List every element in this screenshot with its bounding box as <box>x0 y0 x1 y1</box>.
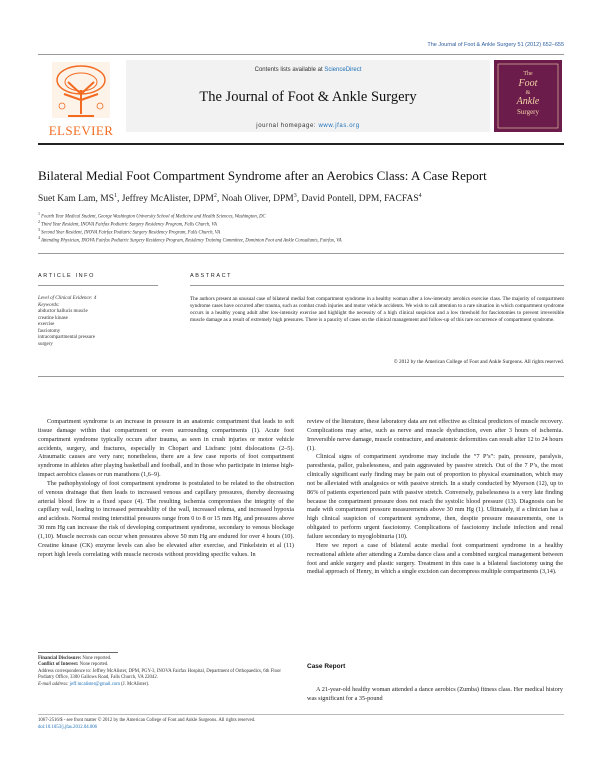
cover-title-line: Ankle <box>516 96 540 107</box>
article-info-heading: ARTICLE INFO <box>38 273 95 279</box>
affiliation: $^4$ Attending Physician, INOVA Fairfax Podiatric Surgery Residency Program, Residency Training Committee, Dominion Foot and Ankle Consultants, Fairfax, VA <box>38 235 342 244</box>
keyword: intracompartmental pressure <box>38 335 96 340</box>
author-name: Noah Oliver, DPM <box>221 194 294 205</box>
article-title: Bilateral Medial Foot Compartment Syndrome after an Aerobics Class: A Case Report <box>38 168 487 183</box>
author-name: Suet Kam Lam, MS <box>38 194 114 205</box>
cover-title-line: Foot <box>518 78 538 89</box>
conflict-of-interest: Conflict of Interest: None reported. <box>38 662 109 668</box>
body-column-left <box>38 418 294 560</box>
email-line: E-mail address: jeff.mcalister@gmail.com (J. McAlister). <box>38 681 150 687</box>
body-paragraph: A 21-year-old healthy woman attended a dance aerobics (Zumba) fitness class. Her medical history was significant for a 35-pound <box>307 686 563 702</box>
keyword: surgery <box>38 341 53 347</box>
author-name: David Pontell, DPM, FACFAS <box>301 194 419 205</box>
divider <box>38 285 158 286</box>
keywords-label: Keywords: <box>38 302 60 308</box>
section-heading-case-report: Case Report <box>307 663 346 670</box>
issn-line: 1067-2516/$ - see front matter © 2012 by the American College of Foot and Ankle Surgeons. All rights reserved. <box>38 718 256 723</box>
evidence-level: Level of Clinical Evidence: 4 <box>38 296 97 301</box>
body-column-right <box>307 418 563 577</box>
correspondence-address: Address correspondence to: Jeffrey McAlister, DPM, PGY-3, INOVA Fairfax Hospital, Department of Orthopaedics, 6th Floor Podiatry Office, 3300 Gallows Road, Falls Church, VA 22042. <box>38 668 282 681</box>
affiliation: $^3$ Second Year Resident, INOVA Fairfax Podiatric Surgery Residency Program, Falls Church, VA <box>38 227 221 236</box>
author-name: Jeffrey McAlister, DPM <box>121 194 214 205</box>
body-paragraph: Clinical signs of compartment syndrome may include the “7 P’s”: pain, pressure, paralysis, paresthesia, pallor, pulselessness, and pain aggravated by passive stretch. Out of the 7 P’s, the most clinically significant early finding may be pain out of proportion to physical examination, which may not be alleviated with analgesics or with passive stretch. In a study conducted by Myerson (12), up to 86% of patients experienced pain with passive stretch. Conversely, pulselessness is a very late finding because the compartment pressure does not reach the systolic blood pressure (13). Diagnosis can be made with compartment pressure measurements above 30 mm Hg (1). Ultimately, if a clinician has a high clinical suspicion of compartment syndrome, then, despite pressure measurements, one is obligated to perform urgent fasciotomy. Complications of fasciotomy include infection and renal failure secondary to myoglobinuria (10). <box>307 453 563 540</box>
publisher-name: ELSEVIER <box>48 123 114 138</box>
abstract-text: The authors present an unusual case of bilateral medial foot compartment syndrome in a healthy woman after a low-intensity aerobics exercise class. The majority of compartment syndrome cases have occurred after trauma, such as combat crush injuries and motor vehicle accidents. We wish to call attention to a rare situation in which compartment syndrome occurs in a healthy young adult after low-intensity exercise and highlight the necessity of a high clinical suspicion and a low threshold for fasciotomies to prevent irreversible muscle damage as a result of extremely high pressures. There is a paucity of cases on the clinical management and follow-up of this rare occurrence of compartment syndrome. <box>190 296 564 323</box>
keyword: abductor hallucis muscle <box>38 309 88 314</box>
footnotes <box>38 656 294 688</box>
homepage-link[interactable]: www.jfas.org <box>318 123 360 129</box>
author-list: Suet Kam Lam, $MS^1$, Jeffrey McAlister, DPM$^2$, Noah Oliver, DPM$^3$, David Pontell, DPM, FACFAS$^4$ <box>38 193 422 205</box>
bottom-matter <box>38 718 438 731</box>
journal-cover-image <box>494 60 562 132</box>
keyword: fasciotomy <box>38 328 61 334</box>
doi-link[interactable]: doi:10.1053/j.jfas.2012.04.006 <box>38 724 98 730</box>
journal-homepage: journal homepage: www.jfas.org <box>256 123 360 129</box>
cover-title-line: & <box>525 90 531 96</box>
affiliation: $^2$ Third Year Resident, INOVA Fairfax Podiatric Surgery Residency Program, Falls Church, VA <box>38 219 217 228</box>
affiliation: $^1$ Fourth Year Medical Student, George Washington University School of Medicine and Health Sciences, Washington, DC <box>38 211 266 220</box>
cover-title-line: Surgery <box>516 108 540 116</box>
email-link[interactable]: jeff.mcalister@gmail.com <box>69 681 120 687</box>
financial-disclosure: Financial Disclosure: None reported. <box>38 656 112 661</box>
divider <box>38 253 564 254</box>
header-rule <box>38 143 564 145</box>
sciencedirect-link[interactable]: ScienceDirect <box>324 67 362 73</box>
divider <box>190 285 564 286</box>
journal-title: The Journal of Foot & Ankle Surgery <box>199 89 417 105</box>
contents-line: Contents lists available at ScienceDirect <box>254 67 362 73</box>
keyword: creatine kinase <box>38 315 68 321</box>
body-paragraph: Compartment syndrome is an increase in pressure in an anatomic compartment that leads to soft tissue damage within that compartment or even surrounding compartments (1). Acute foot compartment syndrome typically occurs after trauma, as seen in crush injuries or motor vehicle accidents, surgery, and fractures, especially in Chopart and Lisfranc joint dislocations (2–5). Atraumatic causes are very rare; nonetheless, there are a few case reports of foot compartment syndrome in athletes after playing basketball and football, and in those who participate in intense high-impact aerobics classes or run marathons (1,6–9). <box>38 418 294 479</box>
journal-citation: The Journal of Foot & Ankle Surgery 51 (2012) 652–655 <box>427 42 564 48</box>
case-report-text <box>307 686 563 704</box>
abstract-copyright: © 2012 by the American College of Foot and Ankle Surgeons. All rights reserved. <box>393 359 564 365</box>
body-paragraph: The pathophysiology of foot compartment syndrome is postulated to be related to the obstruction of venous drainage that then leads to increased venous and capillary pressures, thereby decreasing arterial blood flow in a fixed space (4). The resulting ischemia compromises the integrity of the capillary wall, leading to increased permeability of the wall, increased edema, and increased hypoxia and acidosis. Normal resting interstitial pressures range from 0 to 8 or 15 mm Hg, and pressures above 30 mm Hg can increase the risk of developing compartment syndrome, secondary to venous blockage (1,10). Muscle necrosis can occur when pressures above 50 mm Hg are endured for over 4 hours (10). Creatine kinase (CK) enzyme levels can also be elevated after exercise, and Finkelstein et al (11) report high levels correlating with muscle necrosis without providing specific values. In <box>38 479 294 558</box>
abstract-heading: ABSTRACT <box>190 273 233 279</box>
footnote-rule <box>38 652 118 653</box>
cover-title-line: The <box>523 71 533 77</box>
bottom-rule <box>38 714 564 715</box>
body-paragraph: Here we report a case of bilateral acute medial foot compartment syndrome in a healthy recreational athlete after attending a Zumba dance class and a combined surgical management between foot and ankle surgery and plastic surgery. Treatment in this case is a bilateral fasciotomy using the medial approach of Henry, in which a single excision can decompress multiple compartments (3,14). <box>307 541 563 576</box>
keyword: exercise <box>38 322 55 327</box>
article-info-list <box>38 296 168 348</box>
divider <box>38 376 564 377</box>
body-paragraph: review of the literature, these laboratory data are not effective as clinical predictors of muscle recovery. Complications may arise, such as nerve and muscle dysfunction, even after 3 hours of ischemia. Irreversible nerve damage, muscle contracture, and anatomic deformities can result after 12 to 24 hours (1). <box>307 418 563 452</box>
